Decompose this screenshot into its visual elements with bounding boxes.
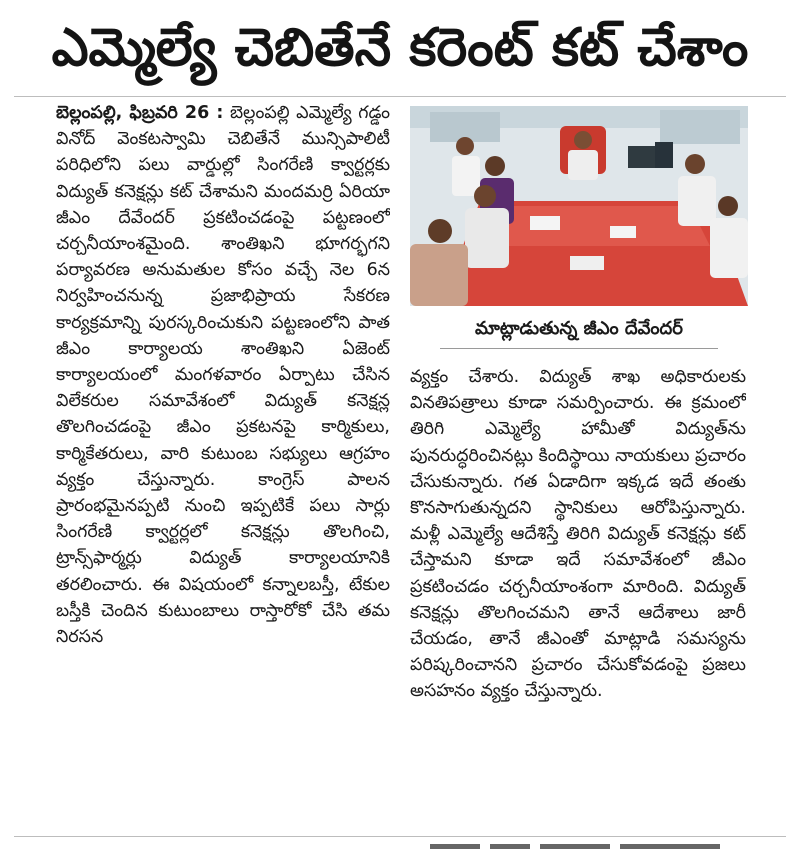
news-photo [410,106,748,306]
next-article-cut-off [430,842,730,850]
article-text-left: బెల్లంపల్లి ఎమ్మెల్యే గడ్డం వినోద్ వెంకటస్వామి చెబితేనే మున్సిపాలిటీ పరిధిలోని పలు వార్డుల్లో సింగరేణి క్వార్టర్లకు విద్యుత్ కనెక్షన్లు కట్ చేశామని మందమర్రి ఏరియా జీఎం దేవేందర్ ప్రకటించడంపై పట్టణంలో చర్చనీయాంశమైంది. శాంతిఖని భూగర్భగని పర్యావరణ అనుమతుల కోసం వచ్చే నెల 6న నిర్వహించనున్న ప్రజాభిప్రాయ సేకరణ కార్యక్రమాన్ని పురస్కరించుకుని పట్టణంలోని పాత జీఎం కార్యాలయ శాంతిఖని ఏజెంట్ కార్యాలయంలో మంగళవారం ఏర్పాటు చేసిన విలేకరుల సమావేశంలో విద్యుత్ కనెక్షన్ల తొలగించడంపై జీఎం ప్రకటనపై కార్మికులు, కార్మికేతరులు, వారి కుటుంబ సభ్యులు ఆగ్రహం వ్యక్తం చేస్తున్నారు. కాంగ్రెస్ పాలన ప్రారంభమైనప్పటి నుంచి ఇప్పటికే పలు సార్లు సింగరేణి క్వార్టర్లలో కనెక్షన్లు తొలగించి, ట్రాన్స్‌ఫార్మర్లు విద్యుత్ కార్యాలయానికి తరలించారు. ఈ విషయంలో కన్నాలబస్తీ, టేకుల బస్తీకి చెందిన కుటుంబాలు రాస్తారోకో చేసి తమ నిరసన [56,103,390,648]
headline-divider [14,96,786,97]
caption-divider [440,348,718,349]
dateline: బెల్లంపల్లి, ఫిబ్రవరి 26 : [56,103,224,123]
headline: ఎమ్మెల్యే చెబితేనే కరెంట్ కట్ చేశాం [51,17,749,78]
article-column-right [410,364,746,820]
photo-caption: మాట్లాడుతున్న జీఎం దేవేందర్ [475,318,683,339]
bottom-divider [14,836,786,837]
article-text-right: వ్యక్తం చేశారు. విద్యుత్ శాఖ అధికారులకు వినతిపత్రాలు కూడా సమర్పించారు. ఈ క్రమంలో తిరిగి ఎమ్మెల్యే హామీతో విద్యుత్‌ను పునరుద్ధరించినట్లు కిందిస్థాయి నాయకులు ప్రచారం చేసుకున్నారు. గత ఏడాదిగా ఇక్కడ ఇదే తంతు కొనసాగుతున్నదని స్థానికులు ఆరోపిస్తున్నారు. మళ్లీ ఎమ్మెల్యే ఆదేశిస్తే తిరిగి విద్యుత్ కనెక్షన్లు కట్ చేస్తామని కూడా ఇదే సమావేశంలో జీఎం ప్రకటించడం చర్చనీయాంశంగా మారింది. విద్యుత్ కనెక్షన్లు తొలగించమని తానే ఆదేశాలు జారీ చేయడం, తానే జీఎంతో మాట్లాడి సమస్యను పరిష్కరించానని ప్రచారం చేసుకోవడంపై ప్రజలు అసహనం వ్యక్తం చేస్తున్నారు. [410,367,746,702]
article-column-left [56,100,390,818]
